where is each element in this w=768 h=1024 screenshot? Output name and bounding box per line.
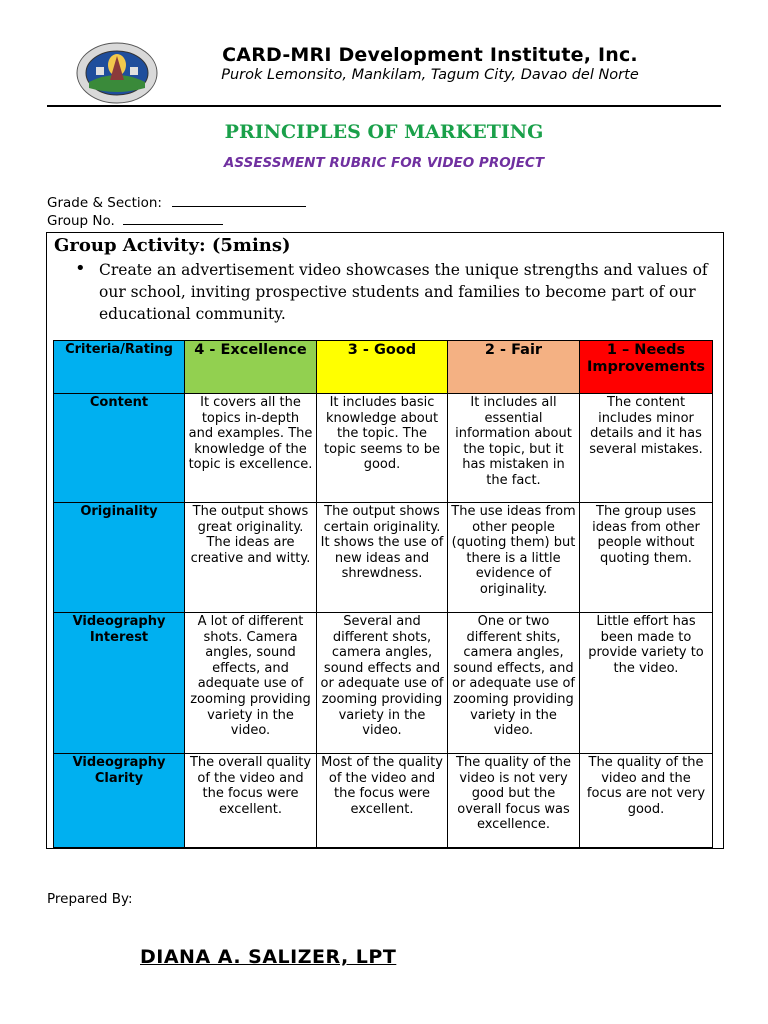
- table-cell: The quality of the video is not very good but the overall focus was excellence.: [448, 754, 580, 848]
- header-rating-4: 4 - Excellence: [185, 341, 317, 394]
- table-cell: It covers all the topics in-depth and examples. The knowledge of the topic is excellence.: [185, 394, 317, 503]
- header-criteria-rating: Criteria/Rating: [54, 341, 185, 394]
- criteria-cell: Videography Clarity: [54, 754, 185, 848]
- group-number-label: Group No.: [47, 213, 115, 229]
- rubric-table: [53, 340, 713, 848]
- table-cell: Several and different shots, camera angles, sound effects and or adequate use of zooming providing variety in the video.: [317, 613, 448, 754]
- table-cell: It includes all essential information about the topic, but it has mistaken in the fact.: [448, 394, 580, 503]
- group-number-blank: [123, 213, 223, 225]
- activity-instructions: Create an advertisement video showcases the unique strengths and values of our school, inviting prospective students and families to become part of our educational community.: [99, 261, 708, 323]
- prepared-by-label: Prepared By:: [47, 891, 133, 907]
- criteria-cell: Content: [54, 394, 185, 503]
- header-rating-1: 1 – Needs Improvements: [580, 341, 713, 394]
- table-cell: The use ideas from other people (quoting them) but there is a little evidence of originality.: [448, 503, 580, 613]
- table-row: [54, 394, 713, 503]
- table-row: [54, 754, 713, 848]
- table-cell: The content includes minor details and it has several mistakes.: [580, 394, 713, 503]
- criteria-cell: Originality: [54, 503, 185, 613]
- header-divider: [47, 105, 721, 107]
- document-subtitle: ASSESSMENT RUBRIC FOR VIDEO PROJECT: [223, 155, 545, 171]
- bullet-icon: •: [75, 258, 86, 279]
- table-cell: One or two different shits, camera angles, sound effects, and or adequate use of zooming providing variety in the video.: [448, 613, 580, 754]
- activity-heading: Group Activity: (5mins): [54, 235, 291, 256]
- grade-section-label: Grade & Section:: [47, 195, 162, 211]
- table-cell: A lot of different shots. Camera angles, sound effects, and adequate use of zooming providing variety in the video.: [185, 613, 317, 754]
- table-cell: Little effort has been made to provide variety to the video.: [580, 613, 713, 754]
- table-cell: The overall quality of the video and the focus were excellent.: [185, 754, 317, 848]
- table-row: [54, 613, 713, 754]
- table-row: [54, 503, 713, 613]
- rubric-header-row: [54, 341, 713, 394]
- table-cell: The output shows great originality. The ideas are creative and witty.: [185, 503, 317, 613]
- header-rating-2: 2 - Fair: [448, 341, 580, 394]
- organization-address: Purok Lemonsito, Mankilam, Tagum City, Davao del Norte: [221, 67, 639, 83]
- table-cell: The quality of the video and the focus are not very good.: [580, 754, 713, 848]
- institute-seal-logo: [76, 42, 158, 104]
- organization-name: CARD-MRI Development Institute, Inc.: [222, 44, 638, 66]
- table-cell: The output shows certain originality. It shows the use of new ideas and shrewdness.: [317, 503, 448, 613]
- group-number-field: [47, 213, 223, 229]
- table-cell: It includes basic knowledge about the topic. The topic seems to be good.: [317, 394, 448, 503]
- criteria-cell: Videography Interest: [54, 613, 185, 754]
- signatory-name: DIANA A. SALIZER, LPT: [140, 946, 397, 968]
- header-rating-3: 3 - Good: [317, 341, 448, 394]
- table-cell: The group uses ideas from other people without quoting them.: [580, 503, 713, 613]
- grade-section-field: [47, 195, 306, 211]
- document-title: PRINCIPLES OF MARKETING: [224, 121, 544, 143]
- table-cell: Most of the quality of the video and the focus were excellent.: [317, 754, 448, 848]
- grade-section-blank: [172, 195, 306, 207]
